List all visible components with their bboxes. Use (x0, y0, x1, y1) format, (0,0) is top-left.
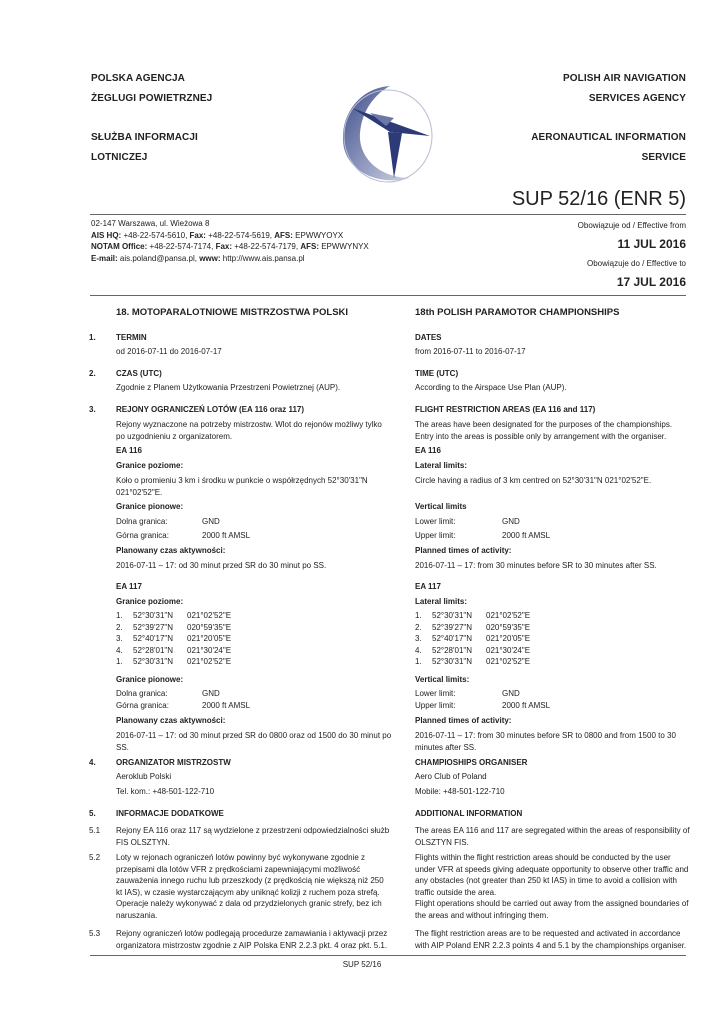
organiser-phone-en: Mobile: +48-501-122-710 (415, 787, 505, 796)
points-list-pl (116, 610, 231, 668)
point-lat: 52°28'01"N (133, 645, 174, 655)
section-heading-pl: TERMIN (116, 333, 147, 342)
text-line: naruszania. (116, 910, 158, 920)
point-lat: 52°28'01"N (432, 645, 473, 655)
upper-limit-value-en: 2000 ft AMSL (502, 531, 551, 540)
section-heading-en: DATES (415, 333, 442, 342)
lower-limit-label-pl: Dolna granica: (116, 517, 168, 526)
lateral-heading-en: Lateral limits: (415, 461, 468, 470)
service-name-en (531, 128, 686, 168)
upper-limit-label-en: Upper limit: (415, 701, 456, 710)
text-line: FIS OLSZTYN. (116, 837, 170, 847)
pansa-logo (330, 78, 450, 188)
agency-pl-line1: POLSKA AGENCJA (91, 73, 186, 84)
time-pl: Zgodnie z Planem Użytkowania Przestrzeni Powietrznej (AUP). (116, 383, 341, 392)
text-line: The areas have been designated for the purposes of the championships. (415, 420, 673, 429)
section-heading-en: CHAMPIOSHIPS ORGANISER (415, 758, 528, 767)
text-line: Flight operations should be carried out away from the assigned boundaries of (415, 899, 689, 908)
ais-hq-fax: +48-22-574-5619, (205, 230, 275, 240)
dates-pl: od 2016-07-11 do 2016-07-17 (116, 347, 222, 356)
service-pl-line2: LOTNICZEJ (91, 152, 148, 163)
text-line: under VFR at speeds giving adequate opportunity to observe other traffic and (415, 864, 689, 874)
section-number: 1. (89, 333, 96, 342)
ais-hq-fax-label: Fax: (189, 230, 206, 240)
service-pl-line1: SŁUŻBA INFORMACJI (91, 132, 198, 143)
list-item (116, 622, 231, 634)
point-lat: 52°39'27"N (432, 622, 473, 632)
point-num: 1. (116, 611, 123, 620)
notam-fax: +48-22-574-7179, (232, 242, 301, 251)
point-num: 4. (415, 645, 422, 655)
point-lon: 021°02'52"E (187, 611, 232, 620)
text-line: minutes after SS. (415, 742, 477, 752)
agency-name-en (563, 69, 686, 109)
notam-afs: EPWWYNYX (318, 242, 369, 251)
text-line: with AIP Poland ENR 2.2.3 points 4 and 5.1 by the championships organiser. (415, 940, 687, 950)
point-lon: 020°59'35"E (187, 622, 232, 632)
text-line: Entry into the areas is possible only by arrangement with the organiser. (415, 431, 667, 441)
subsection-number: 5.2 (89, 853, 101, 862)
point-lat: 52°30'31"N (133, 657, 174, 666)
point-num: 3. (116, 634, 123, 643)
times-desc-en (415, 730, 676, 753)
lower-limit-label-en: Lower limit: (415, 689, 456, 698)
point-lon: 020°59'35"E (486, 622, 531, 632)
service-en-line2: SERVICE (641, 152, 686, 163)
email-line (91, 253, 421, 265)
info-5-2-pl (116, 852, 384, 921)
point-num: 2. (116, 622, 123, 632)
info-5-1-en (415, 825, 690, 848)
point-lat: 52°30'31"N (432, 657, 473, 666)
agency-en-line2: SERVICES AGENCY (588, 93, 686, 104)
notam-tel: +48-22-574-7174, (147, 242, 216, 251)
section-heading-en: FLIGHT RESTRICTION AREAS (EA 116 and 117) (415, 405, 596, 414)
vertical-heading-pl: Granice pionowe: (116, 675, 184, 684)
upper-limit-value-pl: 2000 ft AMSL (202, 701, 251, 710)
agency-name-pl (91, 69, 212, 109)
ais-hq-afs-label: AFS: (274, 230, 293, 240)
section-heading-pl: ORGANIZATOR MISTRZOSTW (116, 758, 231, 767)
point-lat: 52°40'17"N (133, 634, 174, 643)
info-5-3-en (415, 928, 686, 951)
text-line: organizatora mistrzostw zgodnie z AIP Polska ENR 2.2.3 pkt. 4 oraz pkt. 5.1. (116, 940, 388, 950)
lateral-heading-en: Lateral limits: (415, 597, 468, 606)
list-item (116, 610, 231, 622)
www-label: www: (199, 253, 221, 263)
notam-fax-label: Fax: (215, 242, 233, 251)
section-number: 2. (89, 369, 96, 378)
info-5-3-pl (116, 928, 387, 951)
effective-to-date: 17 JUL 2016 (616, 275, 686, 289)
www-link[interactable]: http://www.ais.pansa.pl (220, 253, 305, 263)
vertical-heading-en: Vertical limits: (415, 675, 470, 684)
upper-limit-value-pl: 2000 ft AMSL (202, 531, 251, 540)
footer-divider (90, 955, 686, 956)
point-lon: 021°30'24"E (187, 645, 232, 655)
contact-block (91, 218, 421, 264)
point-lon: 021°02'52"E (486, 611, 531, 620)
lower-limit-value-pl: GND (202, 689, 220, 698)
title-en: 18th POLISH PARAMOTOR CHAMPIONSHIPS (415, 307, 620, 318)
text-line: the areas and without infringing them. (415, 910, 549, 920)
section-heading-en: ADDITIONAL INFORMATION (415, 809, 523, 818)
lateral-heading-pl: Granice poziome: (116, 461, 184, 470)
point-lon: 021°30'24"E (486, 645, 531, 655)
text-line: The flight restriction areas are to be requested and activated in accordance (415, 929, 681, 938)
lower-limit-value-en: GND (502, 517, 520, 526)
text-line: 2016-07-11 – 17: od 30 minut przed SR do 0800 oraz od 1500 do 30 minut po (116, 731, 392, 740)
sup-number: SUP 52/16 (ENR 5) (511, 188, 686, 210)
title-pl: 18. MOTOPARALOTNIOWE MISTRZOSTWA POLSKI (116, 307, 349, 318)
subsection-number: 5.1 (89, 826, 101, 835)
point-lat: 52°30'31"N (133, 611, 174, 620)
ais-hq-line (91, 230, 421, 242)
areas-desc-pl (116, 419, 386, 442)
times-desc-en: 2016-07-11 – 17: from 30 minutes before SR to 30 minutes after SS. (415, 561, 657, 570)
lateral-desc-en: Circle having a radius of 3 km centred on 52°30'31"N 021°02'52"E. (415, 476, 652, 485)
list-item (415, 610, 530, 622)
text-line: Rejony wyznaczone na potrzeby mistrzostw. Wlot do rejonów możliwy tylko (116, 420, 382, 429)
areas-desc-en (415, 419, 695, 442)
text-line: Flights within the flight restriction areas should be conducted by the user (415, 853, 671, 862)
upper-limit-label-en: Upper limit: (415, 531, 456, 540)
point-lon: 021°02'52"E (486, 657, 531, 666)
lower-limit-label-en: Lower limit: (415, 517, 456, 526)
text-line: any obstacles (not greater than 250 kt IAS) in time to avoid a collision with (415, 876, 677, 885)
times-heading-en: Planned times of activity: (415, 716, 512, 725)
times-desc-pl (116, 730, 391, 753)
text-line: traffic outside the area. (415, 887, 497, 897)
text-line: kt IAS), w czasie wystarczającym aby uniknąć kolizji z ruchem poza strefą. (116, 887, 380, 897)
text-line: SS. (116, 742, 129, 752)
ea117-label-pl: EA 117 (116, 582, 142, 591)
point-lon: 021°02'52"E (187, 657, 232, 666)
section-number: 3. (89, 405, 96, 414)
point-num: 1. (415, 657, 422, 666)
point-lon: 021°20'05"E (187, 634, 232, 643)
notam-afs-label: AFS: (300, 242, 319, 251)
times-heading-pl: Planowany czas aktywności: (116, 546, 226, 555)
email-value[interactable]: ais.poland@pansa.pl, (117, 253, 200, 263)
list-item (415, 645, 530, 657)
organiser-name-pl: Aeroklub Polski (116, 772, 172, 781)
dates-en: from 2016-07-11 to 2016-07-17 (415, 347, 526, 356)
vertical-heading-en: Vertical limits (415, 502, 467, 511)
point-num: 2. (415, 622, 422, 632)
section-number: 5. (89, 809, 96, 818)
text-line: Rejony ograniczeń lotów podlegają procedurze zamawiania i aktywacji przez (116, 929, 388, 938)
point-num: 1. (415, 611, 422, 620)
text-line: OLSZTYN FIS. (415, 837, 469, 847)
upper-limit-label-pl: Górna granica: (116, 531, 169, 540)
list-item (116, 645, 231, 657)
header-divider (90, 214, 686, 215)
effective-to-label: Obowiązuje do / Effective to (586, 259, 686, 268)
ea116-label-pl: EA 116 (116, 446, 142, 455)
section-heading-en: TIME (UTC) (415, 369, 459, 378)
point-num: 4. (116, 645, 123, 655)
section-heading-pl: INFORMACJE DODATKOWE (116, 809, 224, 818)
times-heading-en: Planned times of activity: (415, 546, 512, 555)
list-item (415, 633, 530, 645)
vertical-heading-pl: Granice pionowe: (116, 502, 184, 511)
lower-limit-value-en: GND (502, 689, 520, 698)
service-en-line1: AERONAUTICAL INFORMATION (531, 132, 686, 143)
ais-hq-label: AIS HQ: (91, 230, 122, 240)
agency-en-line1: POLISH AIR NAVIGATION (562, 73, 686, 84)
upper-limit-value-en: 2000 ft AMSL (502, 701, 551, 710)
point-lon: 021°20'05"E (486, 634, 531, 643)
ea116-label-en: EA 116 (415, 446, 441, 455)
points-list-en (415, 610, 530, 668)
text-line: Loty w rejonach ograniczeń lotów powinny być wykonywane zgodnie z (116, 853, 366, 862)
organiser-name-en: Aero Club of Poland (415, 772, 487, 781)
text-line: po uzgodnieniu z organizatorem. (116, 431, 233, 441)
organiser-phone-pl: Tel. kom.: +48-501-122-710 (116, 787, 215, 796)
section-heading-pl: CZAS (UTC) (116, 369, 162, 378)
text-line: The areas EA 116 and 117 are segregated within the areas of responsibility of (415, 826, 690, 835)
time-en: According to the Airspace Use Plan (AUP). (415, 383, 567, 392)
times-heading-pl: Planowany czas aktywności: (116, 716, 226, 725)
ea117-label-en: EA 117 (415, 582, 441, 591)
point-num: 1. (116, 657, 123, 666)
content-divider (90, 295, 686, 296)
text-line: zauważenia innego ruchu lub przeszkody (z prędkością nie większą niż 250 (116, 876, 384, 885)
point-lat: 52°39'27"N (133, 622, 174, 632)
list-item (415, 656, 530, 668)
page-footer: SUP 52/16 (342, 960, 382, 969)
text-line: przepisami dla lotów VFR z prędkościami zapewniającymi możliwość (116, 864, 361, 874)
point-num: 3. (415, 634, 422, 643)
upper-limit-label-pl: Górna granica: (116, 701, 169, 710)
info-5-1-pl (116, 825, 389, 848)
effective-from-label: Obowiązuje od / Effective from (577, 221, 686, 230)
section-number: 4. (89, 758, 96, 767)
text-line: 2016-07-11 – 17: from 30 minutes before SR to 0800 and from 1500 to 30 (415, 731, 676, 740)
lower-limit-value-pl: GND (202, 517, 220, 526)
subsection-number: 5.3 (89, 929, 101, 938)
list-item (116, 656, 231, 668)
point-lat: 52°40'17"N (432, 634, 473, 643)
lateral-desc-pl (116, 475, 368, 498)
section-heading-pl: REJONY OGRANICZEŃ LOTÓW (EA 116 oraz 117) (116, 405, 305, 414)
notam-line (91, 241, 421, 253)
ais-hq-tel: +48-22-574-5610, (121, 230, 190, 240)
agency-pl-line2: ŻEGLUGI POWIETRZNEJ (91, 93, 213, 104)
text-line: Koło o promieniu 3 km i środku w punkcie o współrzędnych 52°30'31"N (116, 476, 368, 485)
text-line: Operacje należy wykonywać z dala od przydzielonych granic strefy, bez ich (116, 899, 382, 908)
address: 02-147 Warszawa, ul. Wieżowa 8 (91, 219, 210, 228)
info-5-2-en (415, 852, 689, 921)
notam-label: NOTAM Office: (91, 242, 148, 251)
list-item (415, 622, 530, 634)
text-line: Rejony EA 116 oraz 117 są wydzielone z przestrzeni odpowiedzialności służb (116, 826, 390, 835)
effective-from-date: 11 JUL 2016 (617, 237, 686, 251)
lateral-heading-pl: Granice poziome: (116, 597, 184, 606)
list-item (116, 633, 231, 645)
ais-hq-afs: EPWWYOYX (292, 230, 344, 240)
text-line: 021°02'52"E. (116, 487, 163, 497)
service-name-pl (91, 128, 198, 168)
point-lat: 52°30'31"N (432, 611, 473, 620)
email-label: E-mail: (91, 253, 118, 263)
lower-limit-label-pl: Dolna granica: (116, 689, 168, 698)
times-desc-pl: 2016-07-11 – 17: od 30 minut przed SR do 30 minut po SS. (116, 561, 327, 570)
